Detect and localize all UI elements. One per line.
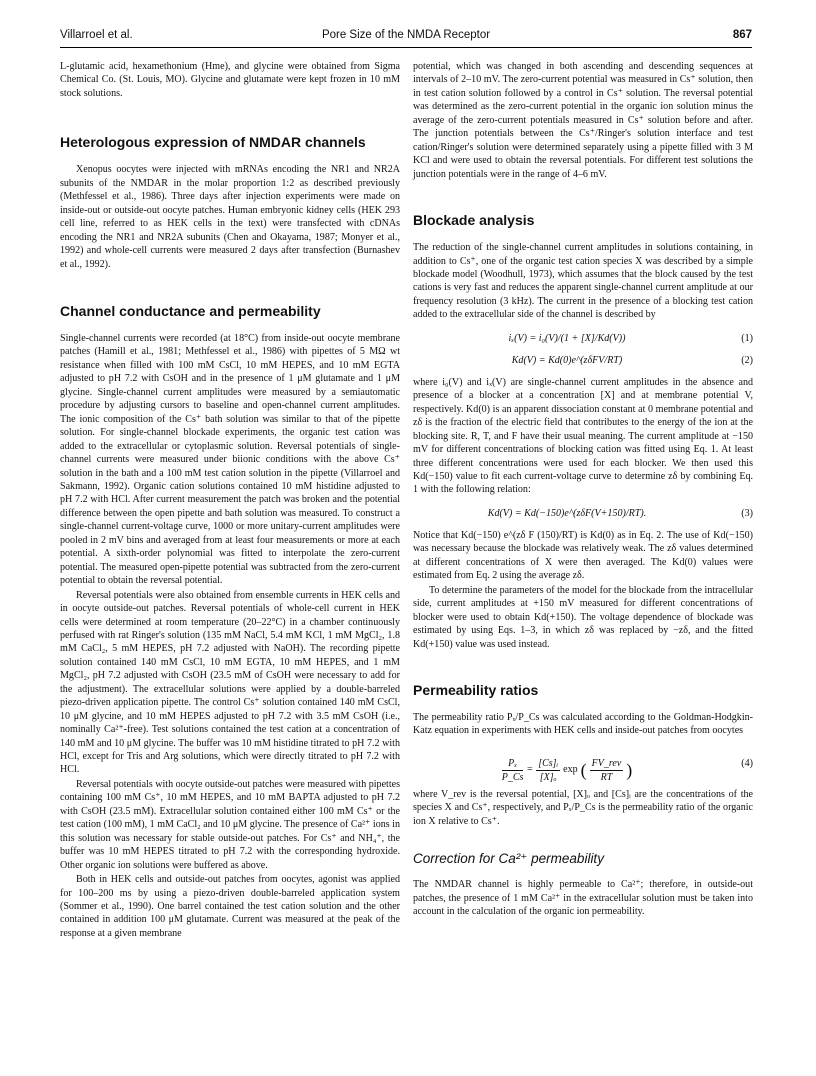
- paragraph-where-2: where V_rev is the reversal potential, [X]ₒ and [Cs]ᵢ are the concentrations of the species X and Cs⁺, respectively, and Pₓ/P_Cs is the permeability ratio of the organic ion X relative to Cs⁺.: [413, 788, 753, 827]
- paragraph-correction: The NMDAR channel is highly permeable to Ca²⁺; therefore, in outside-out patches, the presence of 1 mM Ca²⁺ in the extracellular solution must be taken into account in the calculation of the organic ion permeability.: [413, 879, 753, 918]
- heading-correction: Correction for Ca²⁺ permeability: [413, 851, 604, 867]
- paragraph-blockade: The reduction of the single-channel current amplitudes in solutions containing, in addition to Cs⁺, one of the organic test cation species X was described by a simple blockade model (Woodhull, 1973), which assumes that the block caused by the test cations is very fast and reduces the apparent single-channel current amplitude at our frequency resolution (3 kHz). The current in the presence of a blocking test cation added to the extracellular side of the channel is described by: [413, 242, 753, 321]
- paragraph-intro: L-glutamic acid, hexamethonium (Hme), and glycine were obtained from Sigma Chemical Co. (St. Louis, MO). Glycine and glutamate were kept frozen in 10 mM stock solutions.: [60, 61, 400, 99]
- equation-2: [413, 350, 753, 372]
- equation-3-number: (3): [741, 507, 753, 519]
- paragraph-reversal: Reversal potentials were also obtained from ensemble currents in HEK cells and in oocyte outside-out patches. Reversal potentials of whole-cell current in HEK cells were determined at room temperature (20–22°C) in a chamber continuously perfused with rat Ringer's solution (135 mM NaCl, 5.4 mM KCl, 1 mM MgCl₂, 1.8 mM CaCl₂, 5 mM HEPES, pH 7.2 adjusted with NaOH). The recording pipette solution contained 140 mM CsCl, 10 mM EGTA, 10 mM HEPES, and 1 mM MgCl₂, pH 7.2 adjusted with CsOH (23.5 mM of CsOH were necessary to add for the adjustment). The extracellular solutions were applied by a double-barreled piezo-driven application pipette. The control Cs⁺ solution contained 140 mM CsCl, 10 μM glycine, and 10 mM HEPES adjusted to pH 7.2 with 3.5 mM CsOH (i.e., nominally Ca²⁺-free). Test solutions contained the test cation at a concentration of 140 mM and 10 μM glycine. The buffer was 10 mM histidine titrated to pH 7.2 with HCl, except for Tris and Arg solutions, which were directly titrated to pH 7.2 with HCl.: [60, 589, 400, 776]
- heading-blockade-analysis: Blockade analysis: [413, 212, 535, 229]
- equation-1-number: (1): [741, 332, 753, 344]
- equation-3: [413, 503, 753, 525]
- paragraph-outside-out: Reversal potentials with oocyte outside-out patches were measured with pipettes containing 100 mM Cs⁺, 10 mM HEPES, and 10 mM BAPTA adjusted to pH 7.2 with CsOH (23.5 mM). Extracellular solution contained either 100 mM Cs⁺ or the test cation (100 mM), 1 mM CaCl₂ and 10 μM glycine. The presence of Ca²⁺ ions in this solution was necessary for stable outside-out patches. For Cs⁺ and NH₄⁺, the buffer was 10 mM HEPES titrated to pH 7.2 with the corresponding hydroxide. Other organic ion solutions were buffered as above.: [60, 778, 400, 871]
- header-authors: Villarroel et al.: [60, 29, 133, 41]
- heading-heterologous-expression: Heterologous expression of NMDAR channels: [60, 134, 366, 151]
- paragraph-where: where i₀(V) and iₓ(V) are single-channel current amplitudes in the absence and presence of a blocker at a concentration [X] and at membrane potential V, respectively. Kd(0) is an apparent dissociation constant at 0 membrane potential and zδ is the fraction of the electric field that contributes to the energy of the ion at the blocking site. R, T, and F have their usual meaning. The current amplitude at −150 mV for different concentrations of blocking cation was fitted using Eq. 1. At least three different concentrations were used for each blocker. We then used this Kd(−150) value to fit each current-voltage curve to determine zδ by combining Eq. 1 with the following relation:: [413, 376, 753, 496]
- eq4-concentration-fraction: $\frac{\text{[Cs]ᵢ}}{\text{[X]ₒ}}$: [538, 757, 559, 783]
- equation-2-body: Kd(V) = Kd(0)e^(zδFV/RT): [511, 354, 623, 366]
- paragraph-expression: Xenopus oocytes were injected with mRNAs encoding the NR1 and NR2A subunits of the NMDAR in the molar proportion 1:2 as described previously (Methfessel et al., 1986). Three days after injection experiments were made on inside-out or outside-out oocyte patches. Human embryonic kidney cells (HEK 293 cell line, referred to as HEK cells in the text) were transfected with cDNAs encoding the NR1 and NR2A subunits (Chen and Okayama, 1987; Monyer et al., 1992) and whole-cell currents were measured 2 days after transfection (Burnashev et al., 1992).: [60, 164, 400, 270]
- left-column: [60, 60, 400, 940]
- heading-channel-conductance: Channel conductance and permeability: [60, 302, 321, 319]
- paragraph-notice: Notice that Kd(−150) e^(zδ F (150)/RT) is Kd(0) as in Eq. 2. The use of Kd(−150) was necessary because the blockade was relatively weak. The zδ values determined at different concentrations of X were then averaged. The Kd(0) values were estimated from Eq. 2 using the average zδ.: [413, 529, 753, 582]
- heading-permeability-ratios: Permeability ratios: [413, 681, 539, 698]
- paragraph-agonist: Both in HEK cells and outside-out patches from oocytes, agonist was applied for 100–200 ms by using a piezo-driven double-barreled application system (Sommer et al., 1990). One barrel contained the test cation solution and the other contained in addition 100 μM glutamate. Current was measured at the peak of the response at a given membrane: [60, 874, 400, 939]
- eq4-exponent-fraction: $\frac{\text{FV\_rev}}{RT}$: [591, 757, 622, 783]
- right-column: [413, 60, 753, 919]
- header-page-number: 867: [732, 29, 752, 41]
- running-header: [60, 29, 752, 47]
- equation-1-body: iₓ(V) = i₀(V)/(1 + [X]/Kd(V)): [508, 332, 626, 344]
- header-running-title: Pore Size of the NMDA Receptor: [321, 29, 491, 41]
- paragraph-conductance: Single-channel currents were recorded (at 18°C) from inside-out oocyte membrane patches (Hamill et al., 1981; Methfessel et al., 1986) with pipettes of 5 MΩ wt resistance when filled with 100 mM CsCl, 10 mM HEPES, and 10 mM EGTA adjusted to pH 7.2 with CsOH and in the presence of 1 μM glutamate and 1 μM glycine. Single-channel current amplitudes were measured by a semiautomatic procedure by adjusting cursors to baseline and open-channel current amplitudes. The ionic composition of the Cs⁺ bath solution was similar to that of the pipette solution. For single-channel blockade experiments, the organic test cation was added to the extracellular or cytoplasmic solution. Reversal potentials of single-channel currents were measured under biionic conditions with the above Cs⁺ solution in the bath and a 100 mM test cation solution in the pipette (Villarroel and Sakmann, 1992). Organic cation solutions contained 10 mM histidine adjusted to pH 7.2 with HCl. After current measurement the patch was broken and the potential difference between the open pipette and bath solution was measured. To construct a single-channel current-voltage curve, 1000 or more unitary-current amplitudes were pooled in 2 mV bins and averaged from at least four measurements or more at each potential. A sixth-order polynomial was fitted to interpolate the zero-current potential. The measured open-pipette potential was subtracted from the zero-current potential to obtain the reversal potential.: [60, 332, 400, 587]
- equation-2-number: (2): [741, 354, 753, 366]
- equation-1: [413, 328, 753, 350]
- equation-4: $\frac{\text{Pₓ}}{P\_Cs}$ = $\frac{\text{[Cs]ᵢ}}{\text{[X]ₒ}}$ exp ( $\frac{\text{FV\_rev}}{RT}$ ) (4): [413, 744, 753, 784]
- paragraph-determine: To determine the parameters of the model for the blockade from the intracellular side, current amplitudes at +150 mV measured for different concentrations of blocker were used to obtain Kd(+150). The voltage dependence of blockade was estimated by using Eqs. 1–3, in which zδ was replaced by −zδ, and the fitted Kd(+150) value was used instead.: [413, 584, 753, 650]
- header-rule: [60, 47, 752, 48]
- paragraph-permeability: The permeability ratio Pₓ/P_Cs was calculated according to the Goldman-Hodgkin-Katz equation in experiments with HEK cells and inside-out patches from oocytes: [413, 711, 753, 737]
- equation-3-body: Kd(V) = Kd(−150)e^(zδF(V+150)/RT).: [487, 507, 647, 519]
- equation-4-number: (4): [741, 757, 753, 769]
- paragraph-continued: potential, which was changed in both ascending and descending sequences at intervals of 2–10 mV. The zero-current potential was measured in Cs⁺ solution, then in test cation solution followed by a control in Cs⁺ solution. The reversal potential was determined as the zero-current potential in the organic ion solution minus the average of the zero-current potentials measured in Cs⁺ solution before and after. The junction potentials between the Cs⁺/Ringer's solution interface and test cation/Ringer's solution were determined separately using a pipette filled with 3 M KCl and were used to obtain the reversal potentials. For different test solutions the junction potentials were in the range of 4–6 mV.: [413, 61, 753, 180]
- eq4-exp: exp: [563, 764, 578, 776]
- eq4-lhs-fraction: $\frac{\text{Pₓ}}{P\_Cs}$: [501, 757, 524, 783]
